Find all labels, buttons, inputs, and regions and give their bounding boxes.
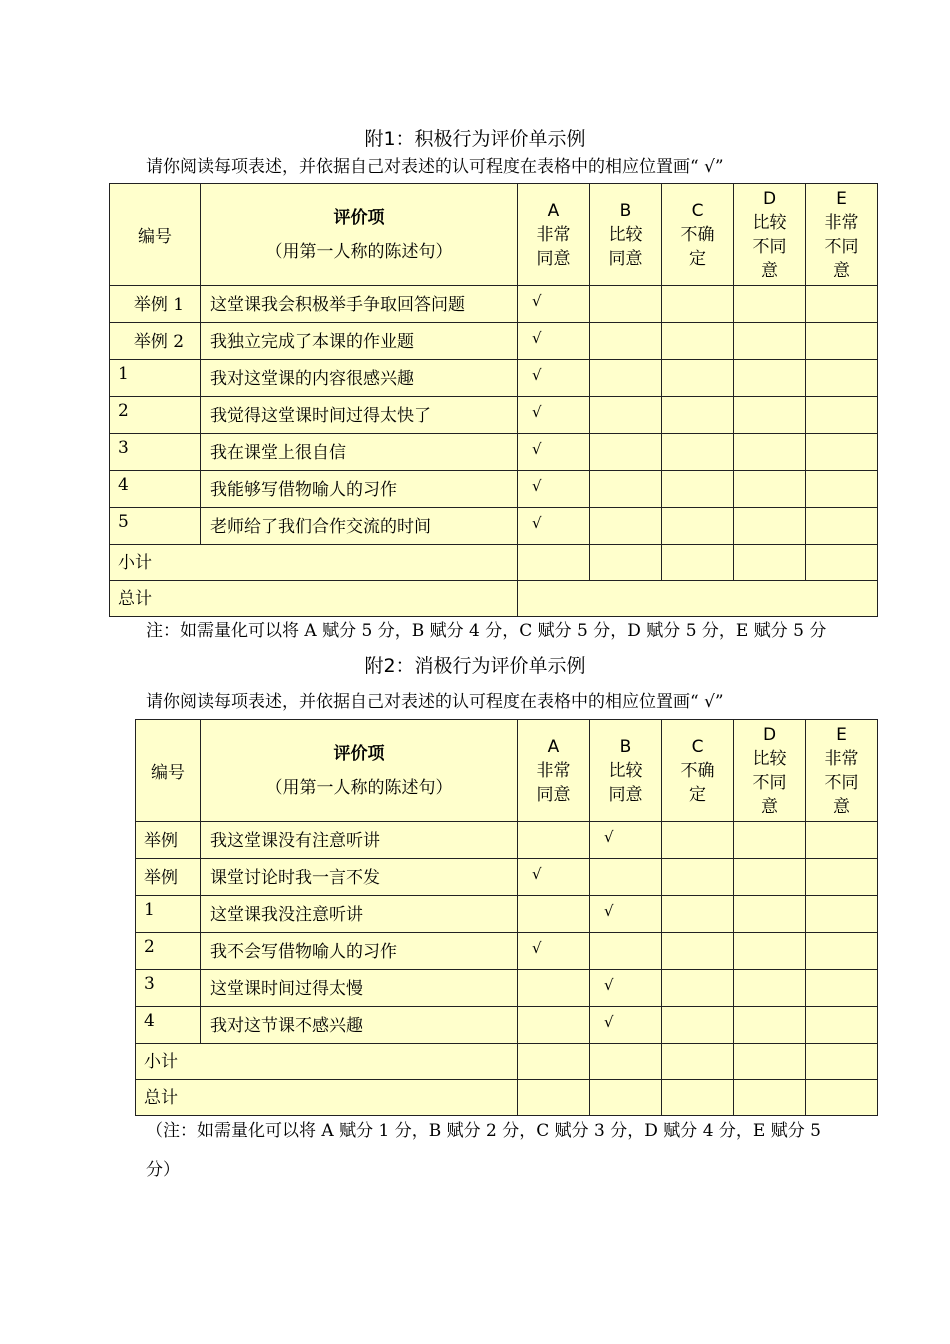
rating-cell-e[interactable] xyxy=(806,434,878,471)
row-item-text: 我在课堂上很自信 xyxy=(201,434,518,471)
column-letter: A xyxy=(547,200,560,221)
subtotal-a[interactable] xyxy=(518,545,590,581)
row-number: 1 xyxy=(136,896,201,933)
column-label-line: 不确 xyxy=(680,224,715,245)
header-col-d xyxy=(734,184,806,286)
table-row xyxy=(110,323,878,360)
positive-evaluation-table xyxy=(109,183,878,617)
total-a[interactable] xyxy=(518,1080,590,1116)
rating-cell-d[interactable] xyxy=(734,434,806,471)
column-label-line: 比较 xyxy=(752,212,787,233)
rating-cell-e[interactable] xyxy=(806,1007,878,1044)
rating-cell-b[interactable] xyxy=(590,508,662,545)
column-letter: B xyxy=(619,736,632,757)
column-letter: B xyxy=(619,200,632,221)
header-col-c xyxy=(662,720,734,822)
subtotal-b[interactable] xyxy=(590,545,662,581)
rating-cell-c[interactable] xyxy=(662,508,734,545)
header-item xyxy=(201,184,518,286)
rating-cell-a[interactable]: √ xyxy=(518,471,590,508)
table-row xyxy=(136,822,878,859)
rating-cell-a[interactable]: √ xyxy=(518,933,590,970)
section1-instruction: 请你阅读每项表述，并依据自己对表述的认可程度在表格中的相应位置画“ √” xyxy=(146,157,724,177)
column-label-line: 非常 xyxy=(536,224,571,245)
row-number: 举例 xyxy=(136,822,201,859)
rating-cell-a[interactable]: √ xyxy=(518,360,590,397)
total-label: 总计 xyxy=(136,1080,518,1116)
rating-cell-d[interactable] xyxy=(734,896,806,933)
table-row xyxy=(136,896,878,933)
column-label-line: 非常 xyxy=(824,748,859,769)
row-number: 5 xyxy=(110,508,201,545)
column-label-line: 意 xyxy=(761,260,778,281)
column-label-line: 不确 xyxy=(680,760,715,781)
rating-cell-b[interactable] xyxy=(590,434,662,471)
table-row xyxy=(110,397,878,434)
subtotal-row xyxy=(136,1044,878,1080)
column-letter: E xyxy=(836,724,847,745)
header-item-title: 评价项 xyxy=(333,207,385,228)
header-d-stack xyxy=(734,723,805,819)
section2-instruction: 请你阅读每项表述，并依据自己对表述的认可程度在表格中的相应位置画“ √” xyxy=(146,692,724,712)
header-col-e xyxy=(806,184,878,286)
rating-cell-e[interactable] xyxy=(806,397,878,434)
rating-cell-e[interactable] xyxy=(806,323,878,360)
header-col-e xyxy=(806,720,878,822)
column-label-line: 不同 xyxy=(752,772,787,793)
row-number: 3 xyxy=(110,434,201,471)
negative-evaluation-table xyxy=(135,719,878,1116)
rating-cell-c[interactable] xyxy=(662,360,734,397)
rating-cell-a[interactable]: √ xyxy=(518,397,590,434)
total-b[interactable] xyxy=(590,1080,662,1116)
row-number: 举例 2 xyxy=(110,323,201,360)
rating-cell-d[interactable] xyxy=(734,286,806,323)
column-label-line: 意 xyxy=(761,796,778,817)
column-label-line: 比较 xyxy=(608,224,643,245)
section1-note: 注：如需量化可以将 A 赋分 5 分，B 赋分 4 分，C 赋分 5 分，D 赋分 5 分，E 赋分 5 分 xyxy=(146,621,827,641)
rating-cell-c[interactable] xyxy=(662,896,734,933)
column-label-line: 非常 xyxy=(824,212,859,233)
table-row xyxy=(110,471,878,508)
rating-cell-a[interactable] xyxy=(518,1007,590,1044)
row-number: 举例 1 xyxy=(110,286,201,323)
header-col-b xyxy=(590,184,662,286)
rating-cell-b[interactable] xyxy=(590,859,662,896)
rating-cell-e[interactable] xyxy=(806,933,878,970)
column-label-line: 同意 xyxy=(608,248,643,269)
row-item-text: 老师给了我们合作交流的时间 xyxy=(201,508,518,545)
subtotal-b[interactable] xyxy=(590,1044,662,1080)
rating-cell-c[interactable] xyxy=(662,970,734,1007)
rating-cell-c[interactable] xyxy=(662,933,734,970)
subtotal-label: 小计 xyxy=(110,545,518,581)
rating-cell-e[interactable] xyxy=(806,896,878,933)
rating-cell-e[interactable] xyxy=(806,970,878,1007)
rating-cell-b[interactable]: √ xyxy=(590,1007,662,1044)
header-c-stack xyxy=(662,199,733,271)
section2-note-line2: 分） xyxy=(146,1160,180,1180)
table-row xyxy=(136,1007,878,1044)
row-number: 3 xyxy=(136,970,201,1007)
header-e-stack xyxy=(806,723,877,819)
section2-note-line1: （注：如需量化可以将 A 赋分 1 分，B 赋分 2 分，C 赋分 3 分，D 赋分 4 分，E 赋分 5 xyxy=(146,1121,821,1141)
table-row xyxy=(136,933,878,970)
total-c[interactable] xyxy=(662,1080,734,1116)
row-item-text: 我觉得这堂课时间过得太快了 xyxy=(201,397,518,434)
column-label-line: 比较 xyxy=(752,748,787,769)
rating-cell-b[interactable]: √ xyxy=(590,896,662,933)
column-label-line: 不同 xyxy=(752,236,787,257)
header-a-stack xyxy=(518,735,589,807)
column-label-line: 不同 xyxy=(824,236,859,257)
total-d[interactable] xyxy=(734,1080,806,1116)
header-b-stack xyxy=(590,735,661,807)
row-item-text: 我这堂课没有注意听讲 xyxy=(201,822,518,859)
table-row xyxy=(110,508,878,545)
row-number: 1 xyxy=(110,360,201,397)
header-col-d xyxy=(734,720,806,822)
header-c-stack xyxy=(662,735,733,807)
rating-cell-e[interactable] xyxy=(806,508,878,545)
rating-cell-c[interactable] xyxy=(662,471,734,508)
total-row xyxy=(110,581,878,617)
header-a-stack xyxy=(518,199,589,271)
row-item-text: 这堂课时间过得太慢 xyxy=(201,970,518,1007)
header-col-a xyxy=(518,184,590,286)
rating-cell-d[interactable] xyxy=(734,822,806,859)
rating-cell-c[interactable] xyxy=(662,1007,734,1044)
row-number: 2 xyxy=(136,933,201,970)
table-row xyxy=(110,360,878,397)
column-label-line: 意 xyxy=(833,796,850,817)
table-header-row xyxy=(136,720,878,822)
column-label-line: 非常 xyxy=(536,760,571,781)
header-item xyxy=(201,720,518,822)
rating-cell-d[interactable] xyxy=(734,397,806,434)
row-item-text: 我对这节课不感兴趣 xyxy=(201,1007,518,1044)
subtotal-a[interactable] xyxy=(518,1044,590,1080)
row-item-text: 这堂课我会积极举手争取回答问题 xyxy=(201,286,518,323)
row-number: 4 xyxy=(136,1007,201,1044)
rating-cell-b[interactable] xyxy=(590,360,662,397)
rating-cell-b[interactable] xyxy=(590,397,662,434)
rating-cell-b[interactable] xyxy=(590,933,662,970)
row-number: 2 xyxy=(110,397,201,434)
column-label-line: 同意 xyxy=(536,248,571,269)
rating-cell-a[interactable] xyxy=(518,970,590,1007)
header-item-sub: （用第一人称的陈述句） xyxy=(265,777,453,798)
total-value[interactable] xyxy=(518,581,878,617)
rating-cell-e[interactable] xyxy=(806,822,878,859)
column-label-line: 同意 xyxy=(608,784,643,805)
subtotal-e[interactable] xyxy=(806,1044,878,1080)
row-number: 4 xyxy=(110,471,201,508)
table-row xyxy=(136,970,878,1007)
rating-cell-a[interactable]: √ xyxy=(518,859,590,896)
column-letter: A xyxy=(547,736,560,757)
total-e[interactable] xyxy=(806,1080,878,1116)
rating-cell-d[interactable] xyxy=(734,1007,806,1044)
column-label-line: 同意 xyxy=(536,784,571,805)
row-item-text: 我独立完成了本课的作业题 xyxy=(201,323,518,360)
total-row xyxy=(136,1080,878,1116)
table-header-row xyxy=(110,184,878,286)
column-letter: D xyxy=(762,724,777,745)
rating-cell-a[interactable]: √ xyxy=(518,323,590,360)
rating-cell-e[interactable] xyxy=(806,471,878,508)
subtotal-e[interactable] xyxy=(806,545,878,581)
subtotal-c[interactable] xyxy=(662,1044,734,1080)
column-letter: D xyxy=(762,188,777,209)
table-row xyxy=(110,434,878,471)
rating-cell-b[interactable] xyxy=(590,286,662,323)
rating-cell-d[interactable] xyxy=(734,360,806,397)
rating-cell-c[interactable] xyxy=(662,859,734,896)
column-label-line: 意 xyxy=(833,260,850,281)
rating-cell-e[interactable] xyxy=(806,859,878,896)
header-col-c xyxy=(662,184,734,286)
header-item-title: 评价项 xyxy=(333,743,385,764)
subtotal-row xyxy=(110,545,878,581)
column-label-line: 定 xyxy=(689,248,706,269)
rating-cell-c[interactable] xyxy=(662,434,734,471)
row-item-text: 我对这堂课的内容很感兴趣 xyxy=(201,360,518,397)
header-item-sub: （用第一人称的陈述句） xyxy=(265,241,453,262)
column-label-line: 定 xyxy=(689,784,706,805)
rating-cell-c[interactable] xyxy=(662,822,734,859)
table-row xyxy=(110,286,878,323)
column-letter: C xyxy=(691,736,704,757)
header-d-stack xyxy=(734,187,805,283)
rating-cell-b[interactable]: √ xyxy=(590,970,662,1007)
row-number: 举例 xyxy=(136,859,201,896)
header-no: 编号 xyxy=(110,184,201,286)
rating-cell-c[interactable] xyxy=(662,286,734,323)
header-no: 编号 xyxy=(136,720,201,822)
column-label-line: 比较 xyxy=(608,760,643,781)
rating-cell-b[interactable] xyxy=(590,323,662,360)
rating-cell-d[interactable] xyxy=(734,323,806,360)
rating-cell-d[interactable] xyxy=(734,933,806,970)
header-col-b xyxy=(590,720,662,822)
total-label: 总计 xyxy=(110,581,518,617)
table-row xyxy=(136,859,878,896)
rating-cell-d[interactable] xyxy=(734,471,806,508)
rating-cell-a[interactable]: √ xyxy=(518,286,590,323)
rating-cell-d[interactable] xyxy=(734,508,806,545)
column-label-line: 不同 xyxy=(824,772,859,793)
rating-cell-a[interactable] xyxy=(518,822,590,859)
subtotal-d[interactable] xyxy=(734,1044,806,1080)
subtotal-label: 小计 xyxy=(136,1044,518,1080)
subtotal-d[interactable] xyxy=(734,545,806,581)
subtotal-c[interactable] xyxy=(662,545,734,581)
rating-cell-a[interactable]: √ xyxy=(518,434,590,471)
rating-cell-e[interactable] xyxy=(806,360,878,397)
row-item-text: 这堂课我没注意听讲 xyxy=(201,896,518,933)
rating-cell-b[interactable]: √ xyxy=(590,822,662,859)
rating-cell-c[interactable] xyxy=(662,323,734,360)
header-b-stack xyxy=(590,199,661,271)
section2-title: 附2：消极行为评价单示例 xyxy=(364,655,586,677)
column-letter: C xyxy=(691,200,704,221)
column-letter: E xyxy=(836,188,847,209)
rating-cell-b[interactable] xyxy=(590,471,662,508)
rating-cell-c[interactable] xyxy=(662,397,734,434)
header-e-stack xyxy=(806,187,877,283)
rating-cell-d[interactable] xyxy=(734,859,806,896)
rating-cell-e[interactable] xyxy=(806,286,878,323)
row-item-text: 课堂讨论时我一言不发 xyxy=(201,859,518,896)
rating-cell-a[interactable]: √ xyxy=(518,508,590,545)
row-item-text: 我不会写借物喻人的习作 xyxy=(201,933,518,970)
section1-title: 附1：积极行为评价单示例 xyxy=(364,128,586,150)
rating-cell-d[interactable] xyxy=(734,970,806,1007)
row-item-text: 我能够写借物喻人的习作 xyxy=(201,471,518,508)
rating-cell-a[interactable] xyxy=(518,896,590,933)
header-col-a xyxy=(518,720,590,822)
